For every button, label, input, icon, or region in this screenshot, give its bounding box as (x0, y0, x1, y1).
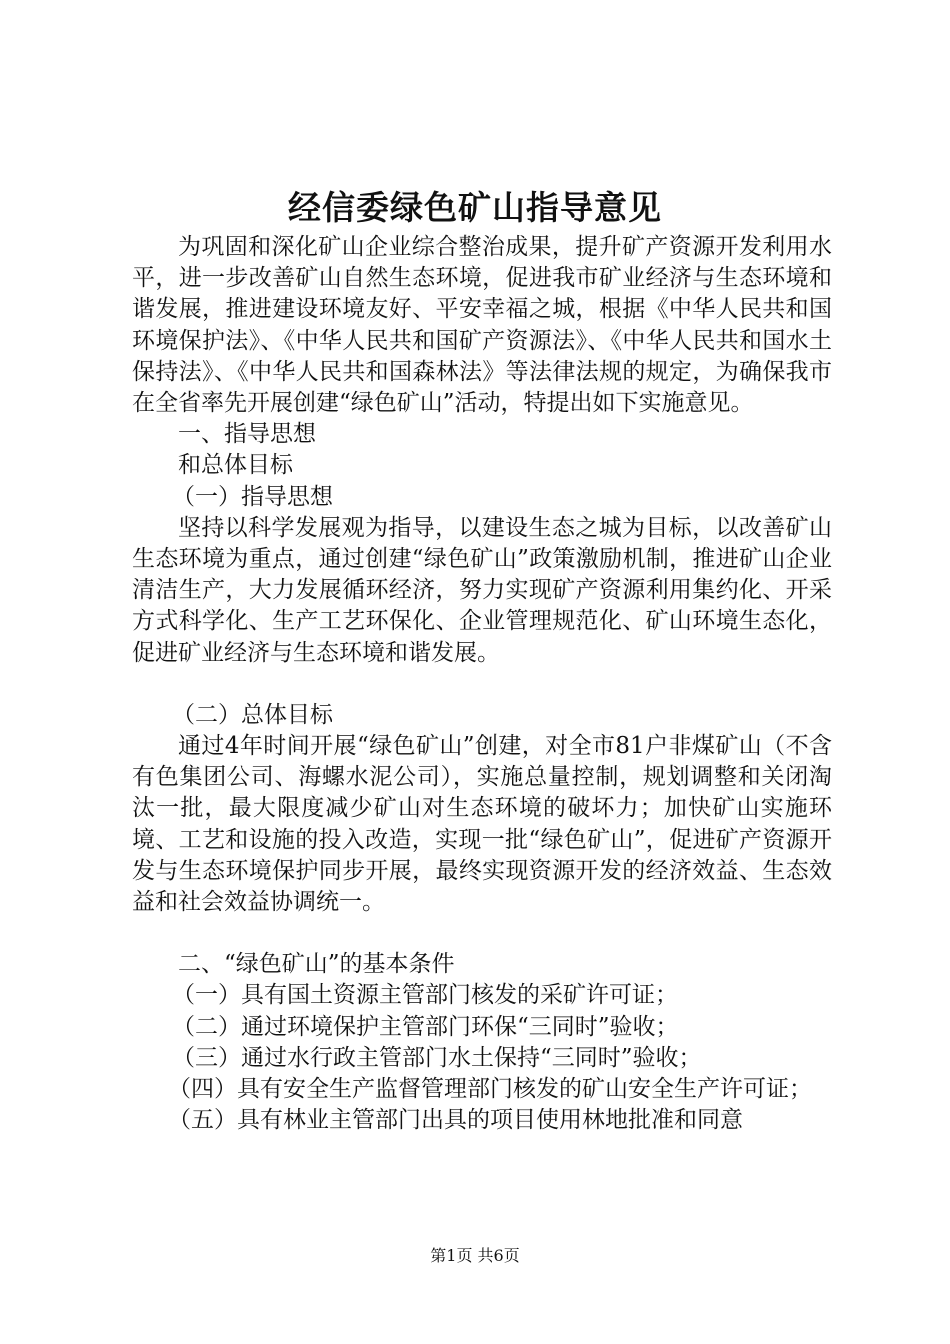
paragraph-intro: 为巩固和深化矿山企业综合整治成果，提升矿产资源开发利用水平，进一步改善矿山自然生态环境，促进我市矿业经济与生态环境和谐发展，推进建设环境友好、平安幸福之城，根据《中华人民共和国环境保护法》、《中华人民共和国矿产资源法》、《中华人民共和国水土保持法》、《中华人民共和国森林法》等法律法规的规定，为确保我市在全省率先开展创建“绿色矿山”活动，特提出如下实施意见。 (132, 234, 832, 417)
subheading-guiding-thought: （一）指导思想 (172, 483, 333, 510)
condition-item-4: （四）具有安全生产监督管理部门核发的矿山安全生产许可证； (168, 1076, 812, 1103)
condition-item-5: （五）具有林业主管部门出具的项目使用林地批准和同意 (168, 1107, 743, 1134)
condition-item-1: （一）具有国土资源主管部门核发的采矿许可证； (172, 982, 678, 1009)
subheading-overall-goal: （二）总体目标 (172, 701, 333, 728)
page-number-footer: 第1页 共6页 (430, 1246, 520, 1265)
heading-guiding-thought: 一、指导思想 (178, 421, 316, 448)
paragraph-gap (132, 918, 832, 949)
condition-item-2: （二）通过环境保护主管部门环保“三同时”验收； (172, 1013, 679, 1040)
paragraph-guiding-thought: 坚持以科学发展观为指导，以建设生态之城为目标，以改善矿山生态环境为重点，通过创建“绿色矿山”政策激励机制，推进矿山企业清洁生产，大力发展循环经济，努力实现矿产资源利用集约化、开采方式科学化、生产工艺环保化、企业管理规范化、矿山环境生态化，促进矿业经济与生态环境和谐发展。 (132, 514, 832, 666)
document-title: 经信委绿色矿山指导意见 (288, 188, 662, 227)
condition-item-3: （三）通过水行政主管部门水土保持“三同时”验收； (172, 1044, 702, 1071)
paragraph-overall-goal: 通过4年时间开展“绿色矿山”创建，对全市81户非煤矿山（不含有色集团公司、海螺水泥公司），实施总量控制，规划调整和关闭淘汰一批，最大限度减少矿山对生态环境的破坏力；加快矿山实施环境、工艺和设施的投入改造，实现一批“绿色矿山”，促进矿产资源开发与生态环境保护同步开展，最终实现资源开发的经济效益、生态效益和社会效益协调统一。 (132, 733, 832, 916)
heading-overall-goal: 和总体目标 (178, 452, 293, 479)
heading-basic-conditions: 二、“绿色矿山”的基本条件 (178, 951, 455, 978)
document-body (132, 232, 832, 1136)
paragraph-gap (132, 669, 832, 700)
